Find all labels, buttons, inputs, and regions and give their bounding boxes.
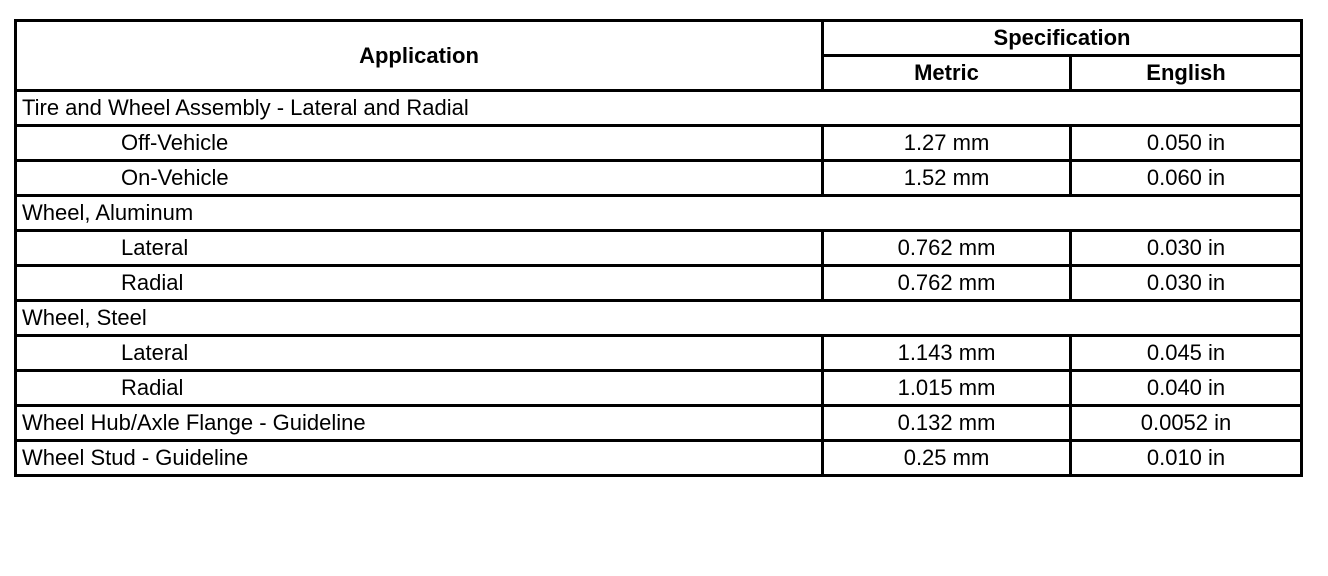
row-label: Radial xyxy=(16,371,823,406)
table-row xyxy=(16,266,1302,301)
table-row xyxy=(16,126,1302,161)
table-row xyxy=(16,406,1302,441)
row-english: 0.060 in xyxy=(1071,161,1302,196)
header-row-top xyxy=(16,21,1302,56)
row-metric: 1.143 mm xyxy=(823,336,1071,371)
row-label: Off-Vehicle xyxy=(16,126,823,161)
table-row xyxy=(16,161,1302,196)
row-english: 0.050 in xyxy=(1071,126,1302,161)
row-metric: 1.52 mm xyxy=(823,161,1071,196)
row-english: 0.040 in xyxy=(1071,371,1302,406)
specification-table xyxy=(14,19,1303,477)
row-english: 0.030 in xyxy=(1071,266,1302,301)
row-metric: 0.132 mm xyxy=(823,406,1071,441)
row-label: Wheel Hub/Axle Flange - Guideline xyxy=(16,406,823,441)
group-title: Wheel, Aluminum xyxy=(16,196,1302,231)
row-label: On-Vehicle xyxy=(16,161,823,196)
row-label: Lateral xyxy=(16,231,823,266)
table-row xyxy=(16,371,1302,406)
group-row xyxy=(16,196,1302,231)
row-english: 0.0052 in xyxy=(1071,406,1302,441)
group-row xyxy=(16,301,1302,336)
group-title: Tire and Wheel Assembly - Lateral and Radial xyxy=(16,91,1302,126)
table-row xyxy=(16,441,1302,476)
row-label: Radial xyxy=(16,266,823,301)
row-english: 0.045 in xyxy=(1071,336,1302,371)
row-metric: 0.25 mm xyxy=(823,441,1071,476)
table-row xyxy=(16,231,1302,266)
row-metric: 1.27 mm xyxy=(823,126,1071,161)
row-metric: 0.762 mm xyxy=(823,266,1071,301)
header-english: English xyxy=(1071,56,1302,91)
group-title: Wheel, Steel xyxy=(16,301,1302,336)
header-metric: Metric xyxy=(823,56,1071,91)
row-english: 0.030 in xyxy=(1071,231,1302,266)
group-row xyxy=(16,91,1302,126)
row-metric: 1.015 mm xyxy=(823,371,1071,406)
row-english: 0.010 in xyxy=(1071,441,1302,476)
header-application: Application xyxy=(16,21,823,91)
table-row xyxy=(16,336,1302,371)
row-label: Lateral xyxy=(16,336,823,371)
row-label: Wheel Stud - Guideline xyxy=(16,441,823,476)
header-specification: Specification xyxy=(823,21,1302,56)
row-metric: 0.762 mm xyxy=(823,231,1071,266)
